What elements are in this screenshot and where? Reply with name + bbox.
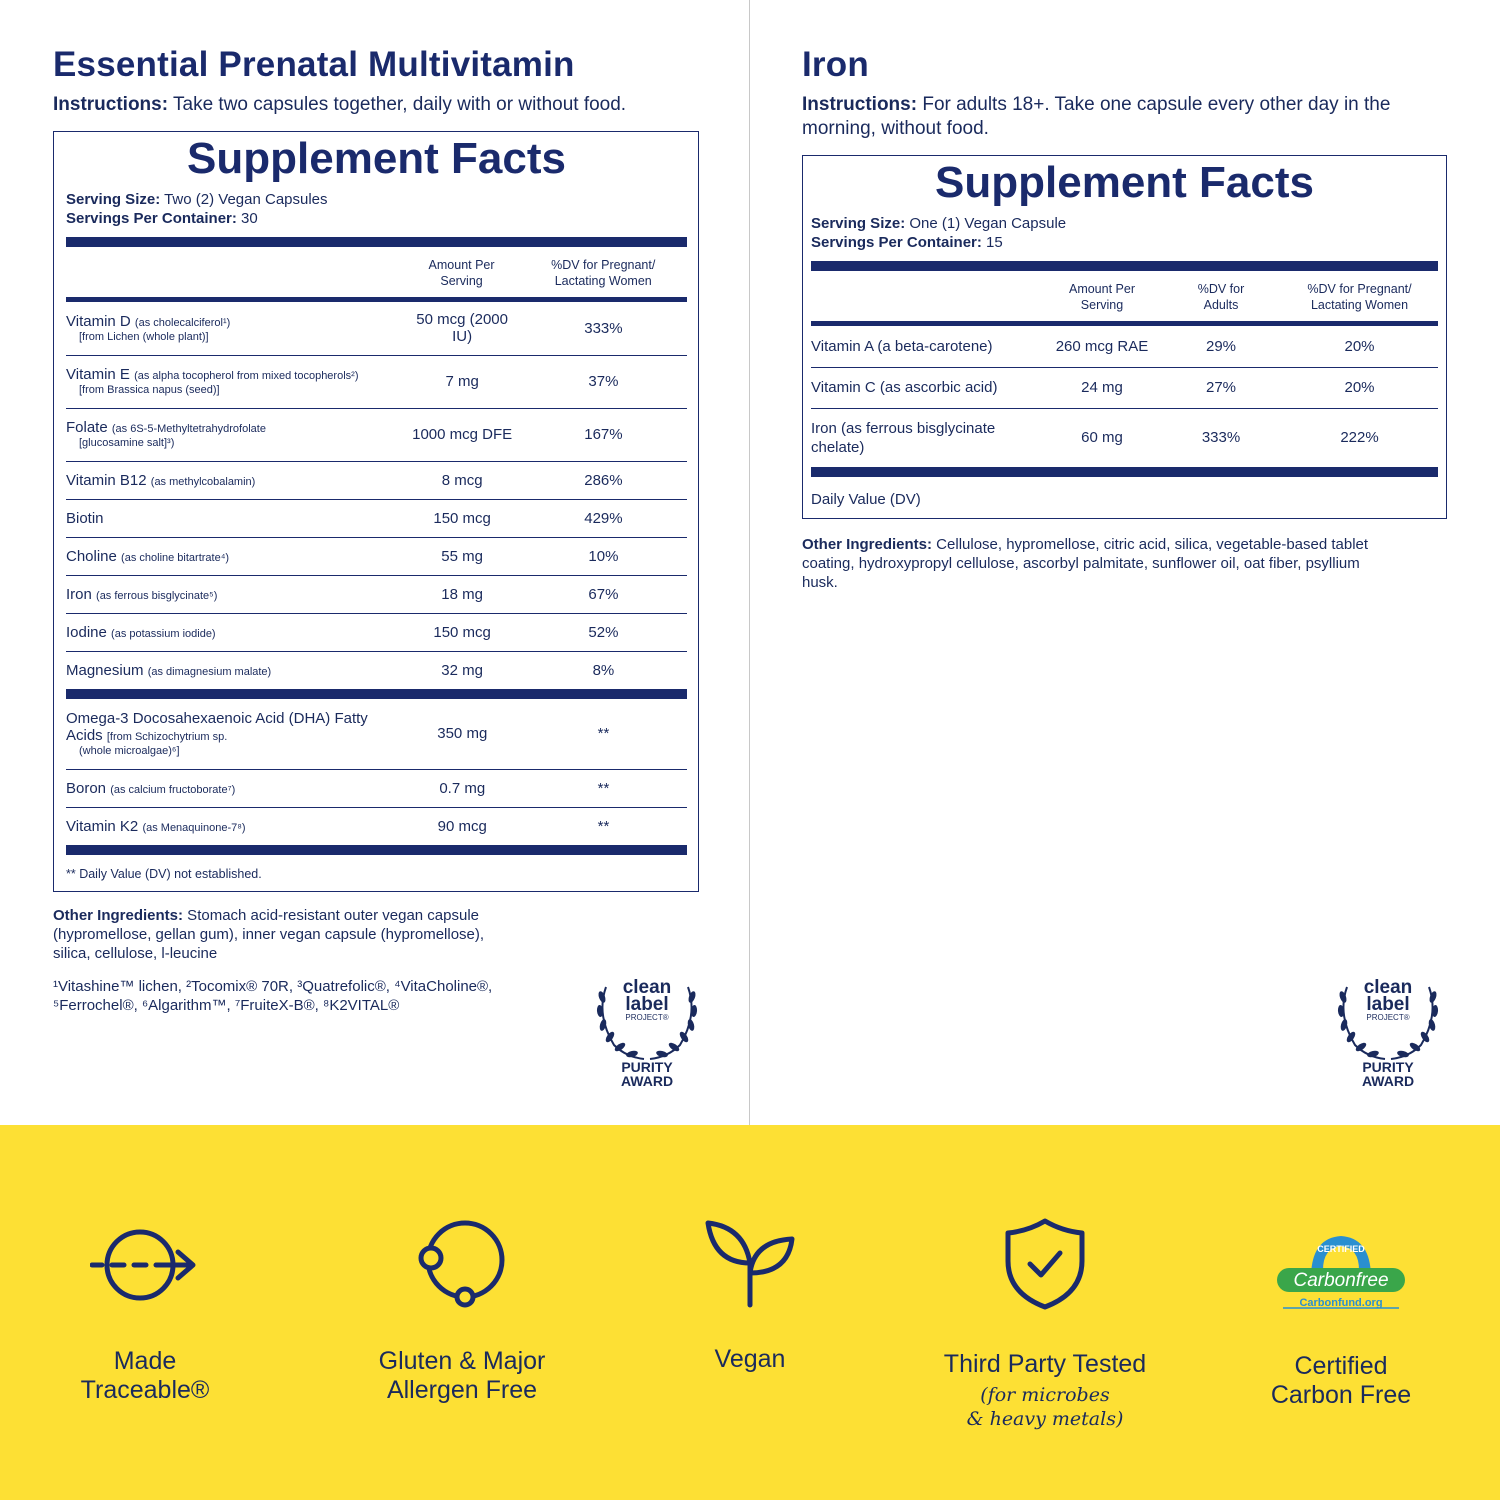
section-divider xyxy=(66,689,687,699)
table-row xyxy=(66,355,687,408)
dv-cell: 8% xyxy=(592,661,615,679)
table-header-row xyxy=(811,271,1438,321)
nutrient-name-cell xyxy=(66,613,404,651)
col-dv-preg-header: %DV for Pregnant/ Lactating Women xyxy=(1307,282,1412,312)
table-row xyxy=(66,302,687,355)
nutrient-source: (as cholecalciferol¹) xyxy=(134,316,231,329)
table-row xyxy=(66,575,687,613)
instructions-text: Take two capsules together, daily with or without food. xyxy=(168,94,627,115)
nutrient-name-cell xyxy=(66,699,405,769)
amount-cell: 55 mg xyxy=(404,537,519,575)
sprout-icon xyxy=(700,1217,800,1312)
other-label: Other Ingredients: xyxy=(802,536,933,553)
amount-cell: 7 mg xyxy=(404,355,519,408)
feature-label: Made Traceable® xyxy=(80,1347,210,1404)
dv-cell: 10% xyxy=(520,537,687,575)
nutrient-table xyxy=(66,247,687,297)
servings-label: Servings Per Container: xyxy=(66,210,237,227)
svg-text:CERTIFIED: CERTIFIED xyxy=(1317,1244,1365,1254)
facts-title: Supplement Facts xyxy=(935,158,1314,207)
svg-text:PROJECT®: PROJECT® xyxy=(1366,1013,1410,1022)
nutrient-source-detail: [glucosamine salt]³) xyxy=(79,437,175,449)
nutrient-name: Iodine xyxy=(66,623,107,641)
nutrient-name-cell xyxy=(66,575,404,613)
instructions-text: For adults 18+. Take one capsule every other day in the morning, without food. xyxy=(802,94,1391,139)
col-amount-header: Amount Per Serving xyxy=(428,258,495,288)
amount-cell: 150 mcg xyxy=(404,499,519,537)
svg-text:clean: clean xyxy=(1363,977,1413,998)
svg-text:PURITY: PURITY xyxy=(1362,1059,1414,1075)
amount-cell: 90 mcg xyxy=(437,817,487,835)
dv-adults-cell: 29% xyxy=(1161,326,1281,367)
laurel-wreath-icon xyxy=(592,975,702,1090)
supplement-facts-box xyxy=(53,131,699,892)
nutrient-source: (as potassium iodide) xyxy=(111,627,216,640)
nutrient-source: (as choline bitartrate⁴) xyxy=(121,551,230,564)
svg-text:AWARD: AWARD xyxy=(1361,1073,1415,1089)
svg-text:Carbonfree: Carbonfree xyxy=(1293,1270,1389,1291)
prenatal-panel xyxy=(53,0,699,1015)
dv-cell: 333% xyxy=(520,302,687,355)
feature-label: Third Party Tested xyxy=(943,1350,1147,1378)
nutrient-source: (as dimagnesium malate) xyxy=(147,665,272,678)
amount-cell: 18 mg xyxy=(404,575,519,613)
nutrient-name: Vitamin K2 xyxy=(66,817,139,835)
nutrient-name-cell xyxy=(66,461,404,499)
nutrient-source-detail: [from Lichen (whole plant)] xyxy=(79,330,209,343)
bottom-divider xyxy=(66,845,687,855)
amount-cell: 50 mcg (2000 IU) xyxy=(404,302,519,355)
dv-cell: 67% xyxy=(520,575,687,613)
svg-text:clean: clean xyxy=(622,977,672,998)
instructions xyxy=(53,93,699,117)
col-dv-header: %DV for Pregnant/ Lactating Women xyxy=(551,258,656,288)
dv-preg-cell: 20% xyxy=(1281,367,1438,408)
nutrient-name: Choline xyxy=(66,547,117,565)
nutrient-name-cell xyxy=(66,408,404,461)
facts-title: Supplement Facts xyxy=(187,134,566,183)
dv-cell: 37% xyxy=(520,355,687,408)
instructions-label: Instructions: xyxy=(802,94,918,115)
serving-size-label: Serving Size: xyxy=(811,215,906,232)
servings: 15 xyxy=(981,234,1003,251)
table-row xyxy=(66,461,687,499)
feature-third-party xyxy=(925,1217,1165,1431)
table-row xyxy=(811,326,1438,367)
other-ingredients xyxy=(53,906,523,963)
dv-adults-cell: 27% xyxy=(1161,367,1281,408)
svg-text:label: label xyxy=(625,994,669,1015)
table-row xyxy=(811,367,1438,408)
serving-info xyxy=(66,190,687,228)
nutrient-name-cell xyxy=(66,302,404,355)
dv-cell: 429% xyxy=(520,499,687,537)
table-row xyxy=(66,537,687,575)
dv-cell: ** xyxy=(597,817,610,835)
amount-cell: 0.7 mg xyxy=(405,769,520,807)
laurel-wreath-icon xyxy=(1333,975,1443,1090)
nutrient-rows-nodv xyxy=(66,699,687,845)
other-text: Stomach acid-resistant outer vegan capsule (hypromellose, gellan gum), inner vegan capsule (hypromellose), silica, cellulose, l-leucine xyxy=(53,907,485,962)
amount-cell: 60 mg xyxy=(1081,429,1123,447)
dv-cell: 52% xyxy=(520,613,687,651)
amount-cell: 350 mg xyxy=(405,699,520,769)
table-row xyxy=(66,499,687,537)
instructions-label: Instructions: xyxy=(53,94,169,115)
panel-divider xyxy=(749,0,750,1125)
nutrient-name: Boron xyxy=(66,779,107,797)
nutrient-table xyxy=(811,271,1438,321)
nutrient-name: Vitamin D xyxy=(66,312,131,330)
thick-divider xyxy=(66,237,687,247)
nutrient-name: Omega-3 Docosahexaenoic Acid (DHA) Fatty Acids xyxy=(66,709,368,744)
product-title: Essential Prenatal Multivitamin xyxy=(53,45,575,84)
dv-cell: ** xyxy=(520,699,687,769)
svg-text:AWARD: AWARD xyxy=(620,1073,674,1089)
dv-preg-cell: 222% xyxy=(1340,429,1379,447)
nutrient-name: Vitamin C (as ascorbic acid) xyxy=(811,367,1043,408)
col-amount-header: Amount Per Serving xyxy=(1068,282,1135,312)
dv-cell: 167% xyxy=(520,408,687,461)
serving-size: One (1) Vegan Capsule xyxy=(905,215,1067,232)
table-row xyxy=(66,408,687,461)
servings: 30 xyxy=(236,210,258,227)
feature-traceable xyxy=(45,1225,245,1405)
other-ingredients xyxy=(802,535,1372,592)
amount-cell: 260 mcg RAE xyxy=(1043,326,1161,367)
dv-preg-cell: 20% xyxy=(1281,326,1438,367)
dv-cell: ** xyxy=(520,769,687,807)
table-row xyxy=(66,807,687,845)
other-text: Cellulose, hypromellose, citric acid, silica, vegetable-based tablet coating, hydroxypropyl cellulose, ascorbyl palmitate, sunflower oil, oat fiber, psyllium husk. xyxy=(802,536,1369,591)
table-row xyxy=(66,699,687,769)
serving-size: Two (2) Vegan Capsules xyxy=(160,191,328,208)
table-row xyxy=(66,769,687,807)
nutrient-rows xyxy=(66,302,687,689)
nutrient-name: Vitamin E xyxy=(66,366,130,383)
thick-divider xyxy=(811,261,1438,271)
nutrient-name: Folate xyxy=(66,419,108,436)
nutrient-source: (as 6S-5-Methyltetrahydrofolate xyxy=(111,423,266,435)
amount-cell: 8 mcg xyxy=(404,461,519,499)
trademark-footnotes: ¹Vitashine™ lichen, ²Tocomix® 70R, ³Quatrefolic®, ⁴VitaCholine®, ⁵Ferrochel®, ⁶Algarithm™, ⁷FruiteX-B®, ⁸K2VITAL® xyxy=(53,978,493,1014)
clean-label-badge-left xyxy=(592,975,702,1090)
nutrient-source-detail: (whole microalgae)⁶] xyxy=(79,744,180,757)
feature-note: (for microbes & heavy metals) xyxy=(966,1384,1124,1430)
nutrient-name-cell xyxy=(66,651,404,689)
amount-cell: 24 mg xyxy=(1043,367,1161,408)
amount-cell: 150 mcg xyxy=(404,613,519,651)
dv-footnote: ** Daily Value (DV) not established. xyxy=(66,867,262,881)
nutrient-rows xyxy=(811,326,1438,467)
feature-vegan xyxy=(650,1217,850,1374)
dv-footnote: Daily Value (DV) xyxy=(811,491,921,508)
carbonfree-logo xyxy=(1271,1220,1411,1315)
nutrient-source: (as alpha tocopherol from mixed tocopherols²) xyxy=(134,370,359,382)
dv-adults-cell: 333% xyxy=(1201,429,1241,447)
svg-text:PROJECT®: PROJECT® xyxy=(625,1013,669,1022)
amount-cell: 1000 mcg DFE xyxy=(404,408,519,461)
serving-info xyxy=(811,214,1438,252)
clean-label-badge-right xyxy=(1333,975,1443,1090)
serving-size-label: Serving Size: xyxy=(66,191,161,208)
table-header-row xyxy=(66,247,687,297)
circle-node-icon xyxy=(412,1220,512,1310)
amount-cell: 32 mg xyxy=(441,661,483,679)
nutrient-name: Magnesium xyxy=(66,661,144,679)
instructions xyxy=(802,93,1422,141)
feature-gluten-free xyxy=(362,1220,562,1405)
nutrient-source: [from Schizochytrium sp. xyxy=(106,730,228,743)
nutrient-source-detail: [from Brassica napus (seed)] xyxy=(79,384,220,396)
arrow-through-circle-icon xyxy=(90,1225,200,1305)
table-row xyxy=(811,408,1438,467)
features-band xyxy=(0,1125,1500,1500)
svg-text:PURITY: PURITY xyxy=(621,1059,673,1075)
nutrient-name-cell xyxy=(66,355,404,408)
nutrient-source: (as calcium fructoborate⁷) xyxy=(110,783,236,796)
supplement-facts-box xyxy=(802,155,1447,519)
nutrient-name-cell xyxy=(66,499,404,537)
nutrient-name: Vitamin A (a beta-carotene) xyxy=(811,326,1043,367)
svg-text:Carbonfund.org: Carbonfund.org xyxy=(1299,1297,1383,1309)
col-dv-adults-header: %DV for Adults xyxy=(1197,282,1245,312)
servings-label: Servings Per Container: xyxy=(811,234,982,251)
feature-carbon-free xyxy=(1241,1220,1441,1410)
product-title: Iron xyxy=(802,45,869,84)
nutrient-source: (as Menaquinone-7⁸) xyxy=(142,821,246,834)
nutrient-name-cell xyxy=(66,807,405,845)
nutrient-source: (as ferrous bisglycinate⁵) xyxy=(96,589,218,602)
nutrient-name: Iron (as ferrous bisglycinate chelate) xyxy=(811,419,996,456)
nutrient-source: (as methylcobalamin) xyxy=(150,475,256,488)
feature-label: Gluten & Major Allergen Free xyxy=(378,1347,546,1404)
nutrient-name-cell xyxy=(66,537,404,575)
iron-panel xyxy=(802,0,1447,592)
dv-cell: 286% xyxy=(520,461,687,499)
nutrient-name-cell xyxy=(66,769,405,807)
svg-text:label: label xyxy=(1366,994,1410,1015)
other-label: Other Ingredients: xyxy=(53,907,184,924)
feature-label: Vegan xyxy=(714,1345,786,1373)
shield-check-icon xyxy=(1000,1217,1090,1312)
feature-label: Certified Carbon Free xyxy=(1270,1352,1412,1409)
table-row xyxy=(66,651,687,689)
table-row xyxy=(66,613,687,651)
nutrient-name: Iron xyxy=(66,585,92,603)
bottom-divider xyxy=(811,467,1438,477)
nutrient-name: Biotin xyxy=(66,509,104,527)
nutrient-name: Vitamin B12 xyxy=(66,471,147,489)
